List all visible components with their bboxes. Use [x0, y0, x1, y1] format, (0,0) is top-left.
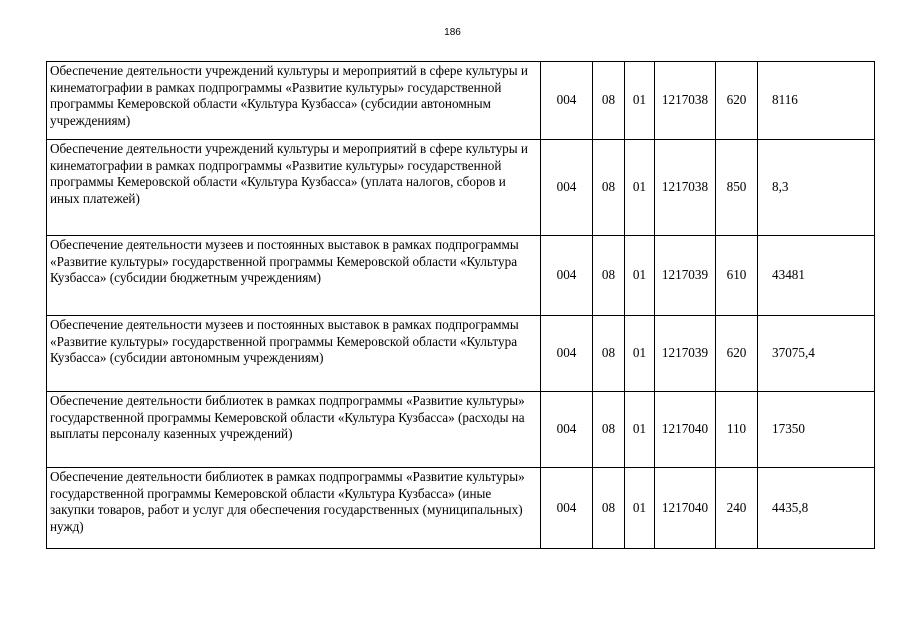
budget-table: [46, 61, 875, 549]
amount-value: 4435,8: [758, 468, 875, 549]
row-description: Обеспечение деятельности библиотек в рамках подпрограммы «Развитие культуры» государственной программы Кемеровской области «Культура Кузбасса» (расходы на выплаты персоналу казенных учреждений): [47, 392, 541, 468]
expense-type-code: 620: [716, 62, 758, 140]
table-row: [47, 236, 875, 316]
ministry-code: 004: [541, 62, 593, 140]
amount-value: 37075,4: [758, 316, 875, 392]
subsection-code: 01: [625, 468, 655, 549]
target-article-code: 1217038: [655, 62, 716, 140]
row-description: Обеспечение деятельности музеев и постоянных выставок в рамках подпрограммы «Развитие культуры» государственной программы Кемеровской области «Культура Кузбасса» (субсидии автономным учреждениям): [47, 316, 541, 392]
target-article-code: 1217040: [655, 392, 716, 468]
section-code: 08: [593, 140, 625, 236]
row-description: Обеспечение деятельности учреждений культуры и мероприятий в сфере культуры и кинематографии в рамках подпрограммы «Развитие культуры» государственной программы Кемеровской области «Культура Кузбасса» (субсидии автономным учреждениям): [47, 62, 541, 140]
subsection-code: 01: [625, 236, 655, 316]
row-description: Обеспечение деятельности музеев и постоянных выставок в рамках подпрограммы «Развитие культуры» государственной программы Кемеровской области «Культура Кузбасса» (субсидии бюджетным учреждениям): [47, 236, 541, 316]
subsection-code: 01: [625, 392, 655, 468]
ministry-code: 004: [541, 316, 593, 392]
section-code: 08: [593, 236, 625, 316]
target-article-code: 1217039: [655, 236, 716, 316]
target-article-code: 1217039: [655, 316, 716, 392]
subsection-code: 01: [625, 62, 655, 140]
expense-type-code: 110: [716, 392, 758, 468]
section-code: 08: [593, 316, 625, 392]
table-row: [47, 62, 875, 140]
row-description: Обеспечение деятельности библиотек в рамках подпрограммы «Развитие культуры» государственной программы Кемеровской области «Культура Кузбасса» (иные закупки товаров, работ и услуг для обеспечения государственных (муниципальных) нужд): [47, 468, 541, 549]
ministry-code: 004: [541, 468, 593, 549]
table-row: [47, 392, 875, 468]
table-row: [47, 468, 875, 549]
section-code: 08: [593, 468, 625, 549]
table-row: [47, 140, 875, 236]
ministry-code: 004: [541, 236, 593, 316]
expense-type-code: 240: [716, 468, 758, 549]
subsection-code: 01: [625, 140, 655, 236]
amount-value: 43481: [758, 236, 875, 316]
ministry-code: 004: [541, 392, 593, 468]
expense-type-code: 610: [716, 236, 758, 316]
row-description: Обеспечение деятельности учреждений культуры и мероприятий в сфере культуры и кинематографии в рамках подпрограммы «Развитие культуры» государственной программы Кемеровской области «Культура Кузбасса» (уплата налогов, сборов и иных платежей): [47, 140, 541, 236]
target-article-code: 1217040: [655, 468, 716, 549]
target-article-code: 1217038: [655, 140, 716, 236]
section-code: 08: [593, 62, 625, 140]
section-code: 08: [593, 392, 625, 468]
ministry-code: 004: [541, 140, 593, 236]
page-number: 186: [444, 27, 461, 38]
amount-value: 8,3: [758, 140, 875, 236]
expense-type-code: 850: [716, 140, 758, 236]
amount-value: 17350: [758, 392, 875, 468]
table-row: [47, 316, 875, 392]
subsection-code: 01: [625, 316, 655, 392]
expense-type-code: 620: [716, 316, 758, 392]
amount-value: 8116: [758, 62, 875, 140]
